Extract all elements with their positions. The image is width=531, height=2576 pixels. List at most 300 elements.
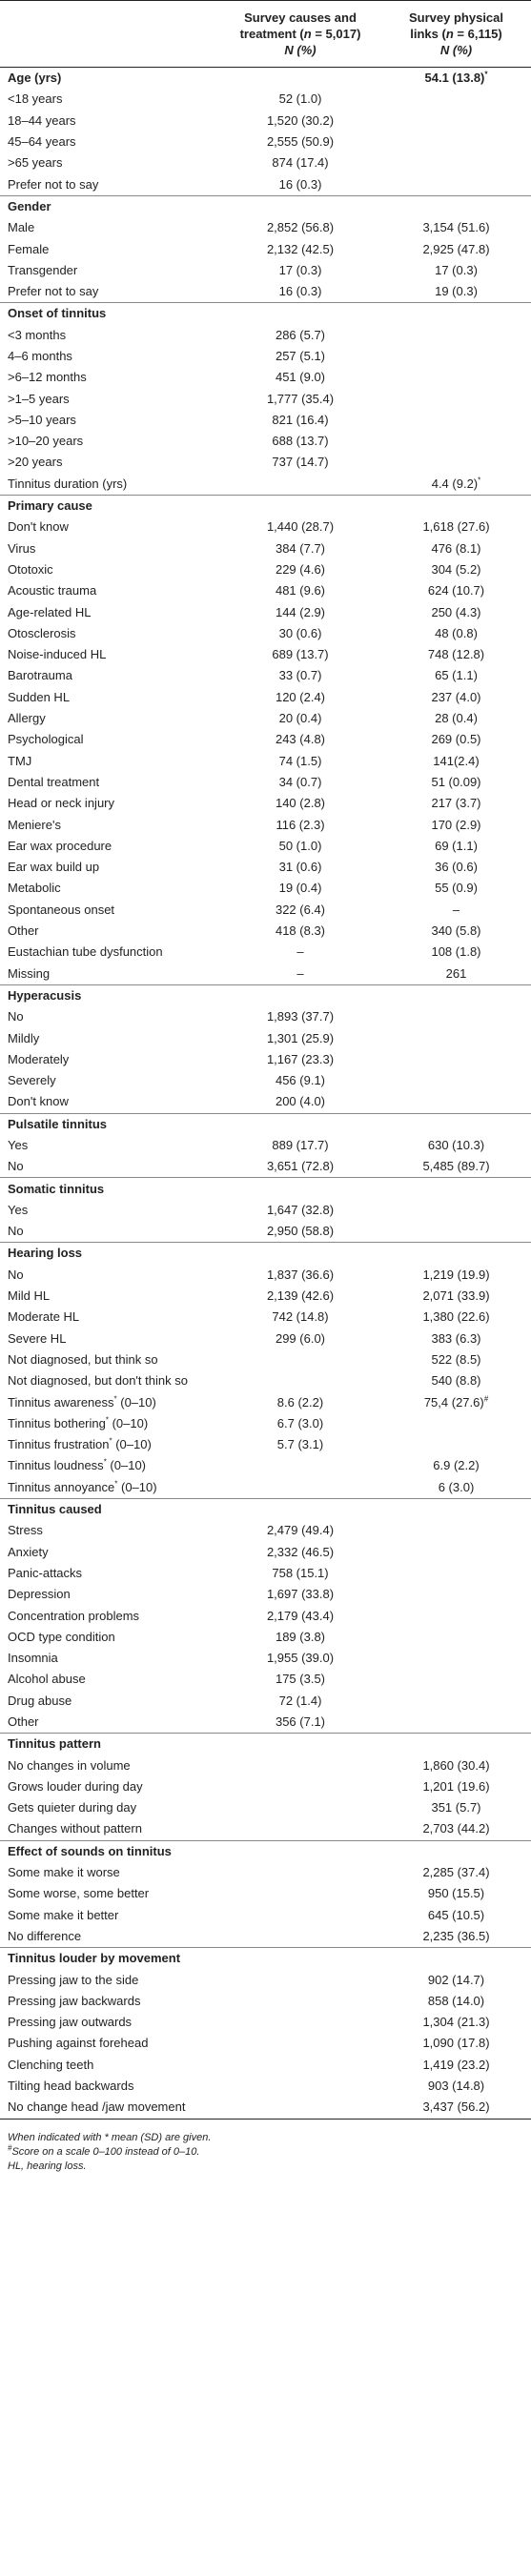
cell-physical-links xyxy=(381,1948,531,1970)
cell-causes-treatment xyxy=(219,1370,381,1391)
section-header-row xyxy=(0,984,531,1006)
row-label: Meniere's xyxy=(8,817,61,832)
table-row xyxy=(0,388,531,409)
row-label: Eustachian tube dysfunction xyxy=(8,944,163,960)
row-label: Pushing against forehead xyxy=(8,2036,149,2051)
cell-causes-treatment: 1,893 (37.7) xyxy=(266,1009,335,1024)
section-header-row xyxy=(0,1948,531,1970)
cell-physical-links xyxy=(381,1113,531,1135)
cell-physical-links: 1,219 (19.9) xyxy=(422,1267,490,1282)
cell-causes-treatment: 140 (2.8) xyxy=(275,796,326,811)
table-row xyxy=(0,1563,531,1584)
cell-causes-treatment: 384 (7.7) xyxy=(275,540,326,556)
cell-causes-treatment: 2,179 (43.4) xyxy=(266,1608,335,1623)
row-label: Acoustic trauma xyxy=(8,583,97,598)
row-label: >20 years xyxy=(8,455,63,470)
table-row xyxy=(0,2097,531,2119)
row-label: >5–10 years xyxy=(8,412,76,427)
cell-physical-links: 237 (4.0) xyxy=(431,689,481,704)
cell-causes-treatment xyxy=(219,1862,381,1883)
table-row xyxy=(0,1135,531,1156)
table-row xyxy=(0,2033,531,2054)
row-label: 18–44 years xyxy=(8,112,76,128)
row-label: Don't know xyxy=(8,519,69,535)
cell-causes-treatment: – xyxy=(296,965,304,981)
cell-physical-links: 340 (5.8) xyxy=(431,923,481,939)
table-row xyxy=(0,793,531,814)
table-row xyxy=(0,559,531,580)
table-row xyxy=(0,1648,531,1669)
cell-causes-treatment: 200 (4.0) xyxy=(275,1094,326,1109)
table-row xyxy=(0,1584,531,1605)
cell-causes-treatment xyxy=(219,2055,381,2076)
cell-physical-links: 261 xyxy=(445,965,467,981)
header-causes-subheading: N (%) xyxy=(219,42,381,68)
table-row xyxy=(0,217,531,238)
cell-physical-links: 5,485 (89.7) xyxy=(422,1159,490,1174)
cell-causes-treatment xyxy=(219,1755,381,1775)
header-causes-treatment: Survey causes and xyxy=(219,1,381,27)
cell-causes-treatment xyxy=(219,303,381,325)
table-row xyxy=(0,623,531,644)
table-row xyxy=(0,111,531,132)
row-label: Some make it worse xyxy=(8,1865,120,1880)
table-row xyxy=(0,836,531,857)
cell-causes-treatment xyxy=(219,1477,381,1499)
table-row xyxy=(0,132,531,152)
table-row xyxy=(0,921,531,942)
row-label: Panic-attacks xyxy=(8,1565,83,1580)
section-title: Age (yrs) xyxy=(8,71,62,86)
cell-causes-treatment: 1,440 (28.7) xyxy=(266,519,335,535)
section-header-row xyxy=(0,195,531,217)
cell-physical-links: 3,437 (56.2) xyxy=(381,2097,531,2119)
row-label: No difference xyxy=(8,1928,82,1943)
cell-causes-treatment: 688 (13.7) xyxy=(272,434,329,449)
cell-physical-links xyxy=(381,1584,531,1605)
row-label: Clenching teeth xyxy=(8,2057,94,2072)
row-label: Alcohol abuse xyxy=(8,1672,86,1687)
cell-physical-links: 645 (10.5) xyxy=(427,1907,485,1922)
row-label: Tinnitus bothering* (0–10) xyxy=(8,1415,149,1430)
cell-physical-links xyxy=(381,1563,531,1584)
section-header-row xyxy=(0,495,531,517)
cell-causes-treatment: 20 (0.4) xyxy=(278,711,322,726)
row-label: Sudden HL xyxy=(8,689,71,704)
row-label: Ototoxic xyxy=(8,561,53,577)
cell-physical-links xyxy=(381,1712,531,1734)
cell-physical-links xyxy=(381,1520,531,1541)
cell-causes-treatment: 34 (0.7) xyxy=(278,774,322,789)
cell-causes-treatment xyxy=(219,1905,381,1926)
cell-physical-links xyxy=(381,325,531,346)
cell-physical-links: 250 (4.3) xyxy=(431,604,481,619)
table-row xyxy=(0,687,531,708)
row-label: Yes xyxy=(8,1202,29,1217)
cell-physical-links: 1,201 (19.6) xyxy=(422,1778,490,1794)
table-row xyxy=(0,1991,531,2012)
header-physical-links: Survey physical xyxy=(381,1,531,27)
cell-causes-treatment: 189 (3.8) xyxy=(275,1629,326,1644)
cell-physical-links xyxy=(381,984,531,1006)
cell-causes-treatment xyxy=(219,1948,381,1970)
row-label: Ear wax procedure xyxy=(8,838,112,853)
table-row xyxy=(0,1712,531,1734)
table-row xyxy=(0,1200,531,1221)
cell-causes-treatment: 481 (9.6) xyxy=(275,583,326,598)
row-label: Not diagnosed, but think so xyxy=(8,1351,158,1367)
cell-physical-links xyxy=(381,152,531,173)
row-label: Stress xyxy=(8,1523,43,1538)
cell-physical-links xyxy=(381,1669,531,1690)
cell-physical-links xyxy=(381,1434,531,1455)
cell-causes-treatment: 229 (4.6) xyxy=(275,561,326,577)
header-physical-links-n: links (n = 6,115) xyxy=(410,27,502,41)
cell-causes-treatment: 1,647 (32.8) xyxy=(266,1202,335,1217)
row-label: Pressing jaw to the side xyxy=(8,1972,139,1987)
section-title: Tinnitus pattern xyxy=(0,1734,219,1755)
row-label: Tinnitus awareness* (0–10) xyxy=(8,1394,156,1410)
table-header xyxy=(0,1,531,68)
cell-causes-treatment xyxy=(219,1243,381,1265)
cell-physical-links xyxy=(381,1221,531,1243)
cell-causes-treatment: 1,167 (23.3) xyxy=(266,1051,335,1066)
row-label: Missing xyxy=(8,965,51,981)
row-label: <3 months xyxy=(8,327,67,342)
header-links-subheading: N (%) xyxy=(381,42,531,68)
cell-physical-links: 217 (3.7) xyxy=(431,796,481,811)
cell-causes-treatment xyxy=(219,984,381,1006)
cell-causes-treatment xyxy=(219,2076,381,2097)
cell-causes-treatment xyxy=(219,2012,381,2033)
cell-physical-links: 2,071 (33.9) xyxy=(422,1288,490,1304)
cell-physical-links xyxy=(381,1605,531,1626)
row-label: No xyxy=(8,1009,24,1024)
cell-physical-links xyxy=(381,431,531,452)
cell-physical-links xyxy=(381,1091,531,1113)
cell-physical-links: 269 (0.5) xyxy=(431,732,481,747)
table-row xyxy=(0,1755,531,1775)
table-row xyxy=(0,517,531,538)
row-label: Drug abuse xyxy=(8,1693,72,1708)
table-row xyxy=(0,367,531,388)
cell-physical-links: 522 (8.5) xyxy=(431,1351,481,1367)
section-header-row xyxy=(0,1498,531,1520)
table-row xyxy=(0,1329,531,1349)
cell-physical-links: 17 (0.3) xyxy=(435,262,478,277)
table-row xyxy=(0,708,531,729)
cell-causes-treatment: 451 (9.0) xyxy=(275,370,326,385)
row-label: Depression xyxy=(8,1587,71,1602)
table-row xyxy=(0,1286,531,1307)
cell-physical-links: 1,618 (27.6) xyxy=(422,519,490,535)
cell-causes-treatment: 16 (0.3) xyxy=(278,176,322,192)
cell-physical-links xyxy=(381,1049,531,1070)
cell-causes-treatment: 742 (14.8) xyxy=(272,1309,329,1325)
cell-physical-links: 748 (12.8) xyxy=(427,647,485,662)
cell-physical-links xyxy=(381,195,531,217)
row-label: TMJ xyxy=(8,753,32,768)
row-label: Mildly xyxy=(8,1030,40,1045)
row-label: Yes xyxy=(8,1137,29,1152)
cell-physical-links xyxy=(381,1627,531,1648)
cell-causes-treatment: 116 (2.3) xyxy=(276,817,325,832)
row-label: Other xyxy=(8,923,39,939)
cell-physical-links: 2,703 (44.2) xyxy=(422,1821,490,1836)
row-label: Head or neck injury xyxy=(8,796,114,811)
cell-physical-links: 108 (1.8) xyxy=(431,944,481,960)
cell-physical-links xyxy=(381,1734,531,1755)
cell-physical-links xyxy=(381,346,531,367)
cell-physical-links: 2,285 (37.4) xyxy=(422,1865,490,1880)
cell-causes-treatment: 16 (0.3) xyxy=(278,284,322,299)
cell-causes-treatment xyxy=(219,2033,381,2054)
table-row xyxy=(0,644,531,665)
cell-physical-links: 36 (0.6) xyxy=(435,860,478,875)
table-row xyxy=(0,1027,531,1048)
cell-causes-treatment xyxy=(219,1113,381,1135)
cell-causes-treatment: 2,332 (46.5) xyxy=(266,1544,335,1559)
cell-physical-links xyxy=(381,367,531,388)
cell-physical-links: 141(2.4) xyxy=(433,753,480,768)
cell-physical-links: 6.9 (2.2) xyxy=(433,1458,480,1473)
table-row xyxy=(0,1541,531,1562)
table-row xyxy=(0,173,531,195)
table-row xyxy=(0,474,531,496)
cell-causes-treatment: – xyxy=(296,944,304,960)
table-row xyxy=(0,538,531,559)
row-label: Pressing jaw outwards xyxy=(8,2015,133,2030)
cell-physical-links: 54.1 (13.8)* xyxy=(424,70,488,86)
cell-causes-treatment: 821 (16.4) xyxy=(272,412,329,427)
cell-physical-links xyxy=(381,173,531,195)
cell-causes-treatment: 144 (2.9) xyxy=(275,604,326,619)
row-label: Prefer not to say xyxy=(8,284,99,299)
row-label: No xyxy=(8,1267,24,1282)
cell-physical-links: 55 (0.9) xyxy=(435,881,478,896)
cell-causes-treatment xyxy=(219,68,381,90)
row-label: Moderately xyxy=(8,1051,70,1066)
cell-physical-links: 624 (10.7) xyxy=(427,583,485,598)
row-label: Changes without pattern xyxy=(8,1821,142,1836)
cell-causes-treatment xyxy=(219,1776,381,1797)
table-row xyxy=(0,814,531,835)
table-row xyxy=(0,1627,531,1648)
cell-causes-treatment: 456 (9.1) xyxy=(275,1073,326,1088)
cell-physical-links xyxy=(381,1027,531,1048)
table-row xyxy=(0,1477,531,1499)
row-label: No change head /jaw movement xyxy=(0,2097,219,2119)
cell-physical-links: 902 (14.7) xyxy=(427,1972,485,1987)
section-title: Primary cause xyxy=(0,495,219,517)
cell-physical-links xyxy=(381,410,531,431)
section-title: Onset of tinnitus xyxy=(0,303,219,325)
cell-physical-links xyxy=(381,1200,531,1221)
table-row xyxy=(0,452,531,473)
table-row xyxy=(0,410,531,431)
row-label: 45–64 years xyxy=(8,134,76,150)
row-label: Not diagnosed, but don't think so xyxy=(8,1373,188,1389)
cell-physical-links: 170 (2.9) xyxy=(431,817,481,832)
table-row xyxy=(0,601,531,622)
section-title: Tinnitus louder by movement xyxy=(0,1948,219,1970)
cell-causes-treatment xyxy=(219,1797,381,1818)
cell-physical-links xyxy=(381,1413,531,1434)
section-header-row xyxy=(0,1840,531,1862)
table-row xyxy=(0,2012,531,2033)
table-row xyxy=(0,1265,531,1286)
cell-causes-treatment: 1,837 (36.6) xyxy=(266,1267,335,1282)
cell-causes-treatment xyxy=(219,1734,381,1755)
cell-physical-links: 1,304 (21.3) xyxy=(422,2015,490,2030)
row-label: >10–20 years xyxy=(8,434,84,449)
table-row xyxy=(0,1969,531,1990)
cell-causes-treatment xyxy=(219,1349,381,1370)
row-label: OCD type condition xyxy=(8,1629,115,1644)
row-label: No xyxy=(8,1159,24,1174)
cell-physical-links xyxy=(381,495,531,517)
table-row xyxy=(0,89,531,110)
row-label: Pressing jaw backwards xyxy=(8,1993,141,2008)
cell-physical-links: 65 (1.1) xyxy=(435,668,478,683)
row-label: No xyxy=(8,1224,24,1239)
cell-causes-treatment xyxy=(219,1455,381,1476)
cell-physical-links xyxy=(381,1006,531,1027)
table-row xyxy=(0,1605,531,1626)
table-row xyxy=(0,1349,531,1370)
table-row xyxy=(0,900,531,921)
cell-causes-treatment xyxy=(219,1178,381,1200)
cell-physical-links: – xyxy=(452,902,460,917)
table-row xyxy=(0,1669,531,1690)
cell-causes-treatment: 50 (1.0) xyxy=(278,838,322,853)
cell-physical-links: 858 (14.0) xyxy=(427,1993,485,2008)
cell-causes-treatment: 737 (14.7) xyxy=(272,455,329,470)
cell-causes-treatment: 758 (15.1) xyxy=(272,1565,329,1580)
cell-causes-treatment: 31 (0.6) xyxy=(278,860,322,875)
cell-physical-links: 4.4 (9.2)* xyxy=(431,476,481,491)
cell-physical-links: 6 (3.0) xyxy=(438,1479,475,1494)
table-row xyxy=(0,152,531,173)
cell-causes-treatment xyxy=(219,1883,381,1904)
table-row xyxy=(0,1883,531,1904)
row-label: Gets quieter during day xyxy=(8,1800,137,1815)
cell-physical-links: 28 (0.4) xyxy=(435,711,478,726)
cell-causes-treatment: 1,697 (33.8) xyxy=(266,1587,335,1602)
row-label: Allergy xyxy=(8,711,46,726)
cell-physical-links: 540 (8.8) xyxy=(431,1373,481,1389)
row-label: Tinnitus duration (yrs) xyxy=(8,476,128,491)
table-row xyxy=(0,772,531,793)
table-row xyxy=(0,325,531,346)
section-title: Effect of sounds on tinnitus xyxy=(0,1840,219,1862)
cell-physical-links: 1,090 (17.8) xyxy=(422,2036,490,2051)
cell-causes-treatment: 30 (0.6) xyxy=(278,625,322,640)
cell-causes-treatment: 5.7 (3.1) xyxy=(276,1437,324,1452)
table-row xyxy=(0,1307,531,1328)
table-row xyxy=(0,1156,531,1178)
cell-causes-treatment: 3,651 (72.8) xyxy=(266,1159,335,1174)
cell-causes-treatment: 1,520 (30.2) xyxy=(266,112,335,128)
row-label: 4–6 months xyxy=(8,349,72,363)
table-row xyxy=(0,1797,531,1818)
cell-causes-treatment: 299 (6.0) xyxy=(275,1330,326,1346)
cell-physical-links: 2,235 (36.5) xyxy=(422,1928,490,1943)
row-label: >65 years xyxy=(8,155,63,171)
cell-causes-treatment: 74 (1.5) xyxy=(278,753,322,768)
cell-causes-treatment: 356 (7.1) xyxy=(275,1714,326,1729)
row-label: Ear wax build up xyxy=(8,860,100,875)
row-label: Prefer not to say xyxy=(8,176,99,192)
section-title: Hearing loss xyxy=(0,1243,219,1265)
cell-causes-treatment: 72 (1.4) xyxy=(278,1693,322,1708)
cell-causes-treatment xyxy=(219,1926,381,1948)
row-label: <18 years xyxy=(8,91,63,107)
section-header-row xyxy=(0,68,531,90)
table-body xyxy=(0,68,531,2120)
table-row xyxy=(0,1926,531,1948)
cell-causes-treatment: 1,955 (39.0) xyxy=(266,1651,335,1666)
cell-physical-links xyxy=(381,1178,531,1200)
table-row xyxy=(0,431,531,452)
table-row xyxy=(0,1221,531,1243)
row-label: Severe HL xyxy=(8,1330,67,1346)
cell-physical-links xyxy=(381,132,531,152)
row-label: Insomnia xyxy=(8,1651,58,1666)
cell-causes-treatment xyxy=(219,1498,381,1520)
section-header-row xyxy=(0,1113,531,1135)
table-row xyxy=(0,580,531,601)
cell-causes-treatment: 243 (4.8) xyxy=(275,732,326,747)
row-label: Tinnitus loudness* (0–10) xyxy=(8,1458,147,1473)
cell-physical-links: 1,860 (30.4) xyxy=(422,1757,490,1773)
row-label: Don't know xyxy=(8,1094,69,1109)
row-label: Noise-induced HL xyxy=(8,647,107,662)
cell-physical-links xyxy=(381,303,531,325)
cell-causes-treatment: 1,301 (25.9) xyxy=(266,1030,335,1045)
cell-causes-treatment: 2,852 (56.8) xyxy=(266,220,335,235)
cell-physical-links: 69 (1.1) xyxy=(435,838,478,853)
row-label: Anxiety xyxy=(8,1544,49,1559)
table-row xyxy=(0,238,531,259)
row-label: Otosclerosis xyxy=(8,625,76,640)
cell-causes-treatment: 322 (6.4) xyxy=(275,902,326,917)
table-row xyxy=(0,1818,531,1840)
row-label: >1–5 years xyxy=(8,391,70,406)
section-header-row xyxy=(0,1243,531,1265)
row-label: Spontaneous onset xyxy=(8,902,115,917)
cell-physical-links xyxy=(381,89,531,110)
row-label: Severely xyxy=(8,1073,56,1088)
table-row xyxy=(0,281,531,303)
table-row xyxy=(0,1691,531,1712)
table-row xyxy=(0,346,531,367)
cell-causes-treatment xyxy=(219,474,381,496)
table-row xyxy=(0,1070,531,1091)
cell-physical-links: 383 (6.3) xyxy=(431,1330,481,1346)
section-title: Pulsatile tinnitus xyxy=(0,1113,219,1135)
row-label: >6–12 months xyxy=(8,370,87,385)
row-label: Male xyxy=(8,220,35,235)
cell-causes-treatment: 2,479 (49.4) xyxy=(266,1523,335,1538)
cell-causes-treatment: 175 (3.5) xyxy=(275,1672,326,1687)
table-row xyxy=(0,1006,531,1027)
cell-causes-treatment: 19 (0.4) xyxy=(278,881,322,896)
row-label: Age-related HL xyxy=(8,604,92,619)
cell-physical-links: 304 (5.2) xyxy=(431,561,481,577)
row-label: Tinnitus frustration* (0–10) xyxy=(8,1436,152,1452)
cell-physical-links xyxy=(381,1648,531,1669)
